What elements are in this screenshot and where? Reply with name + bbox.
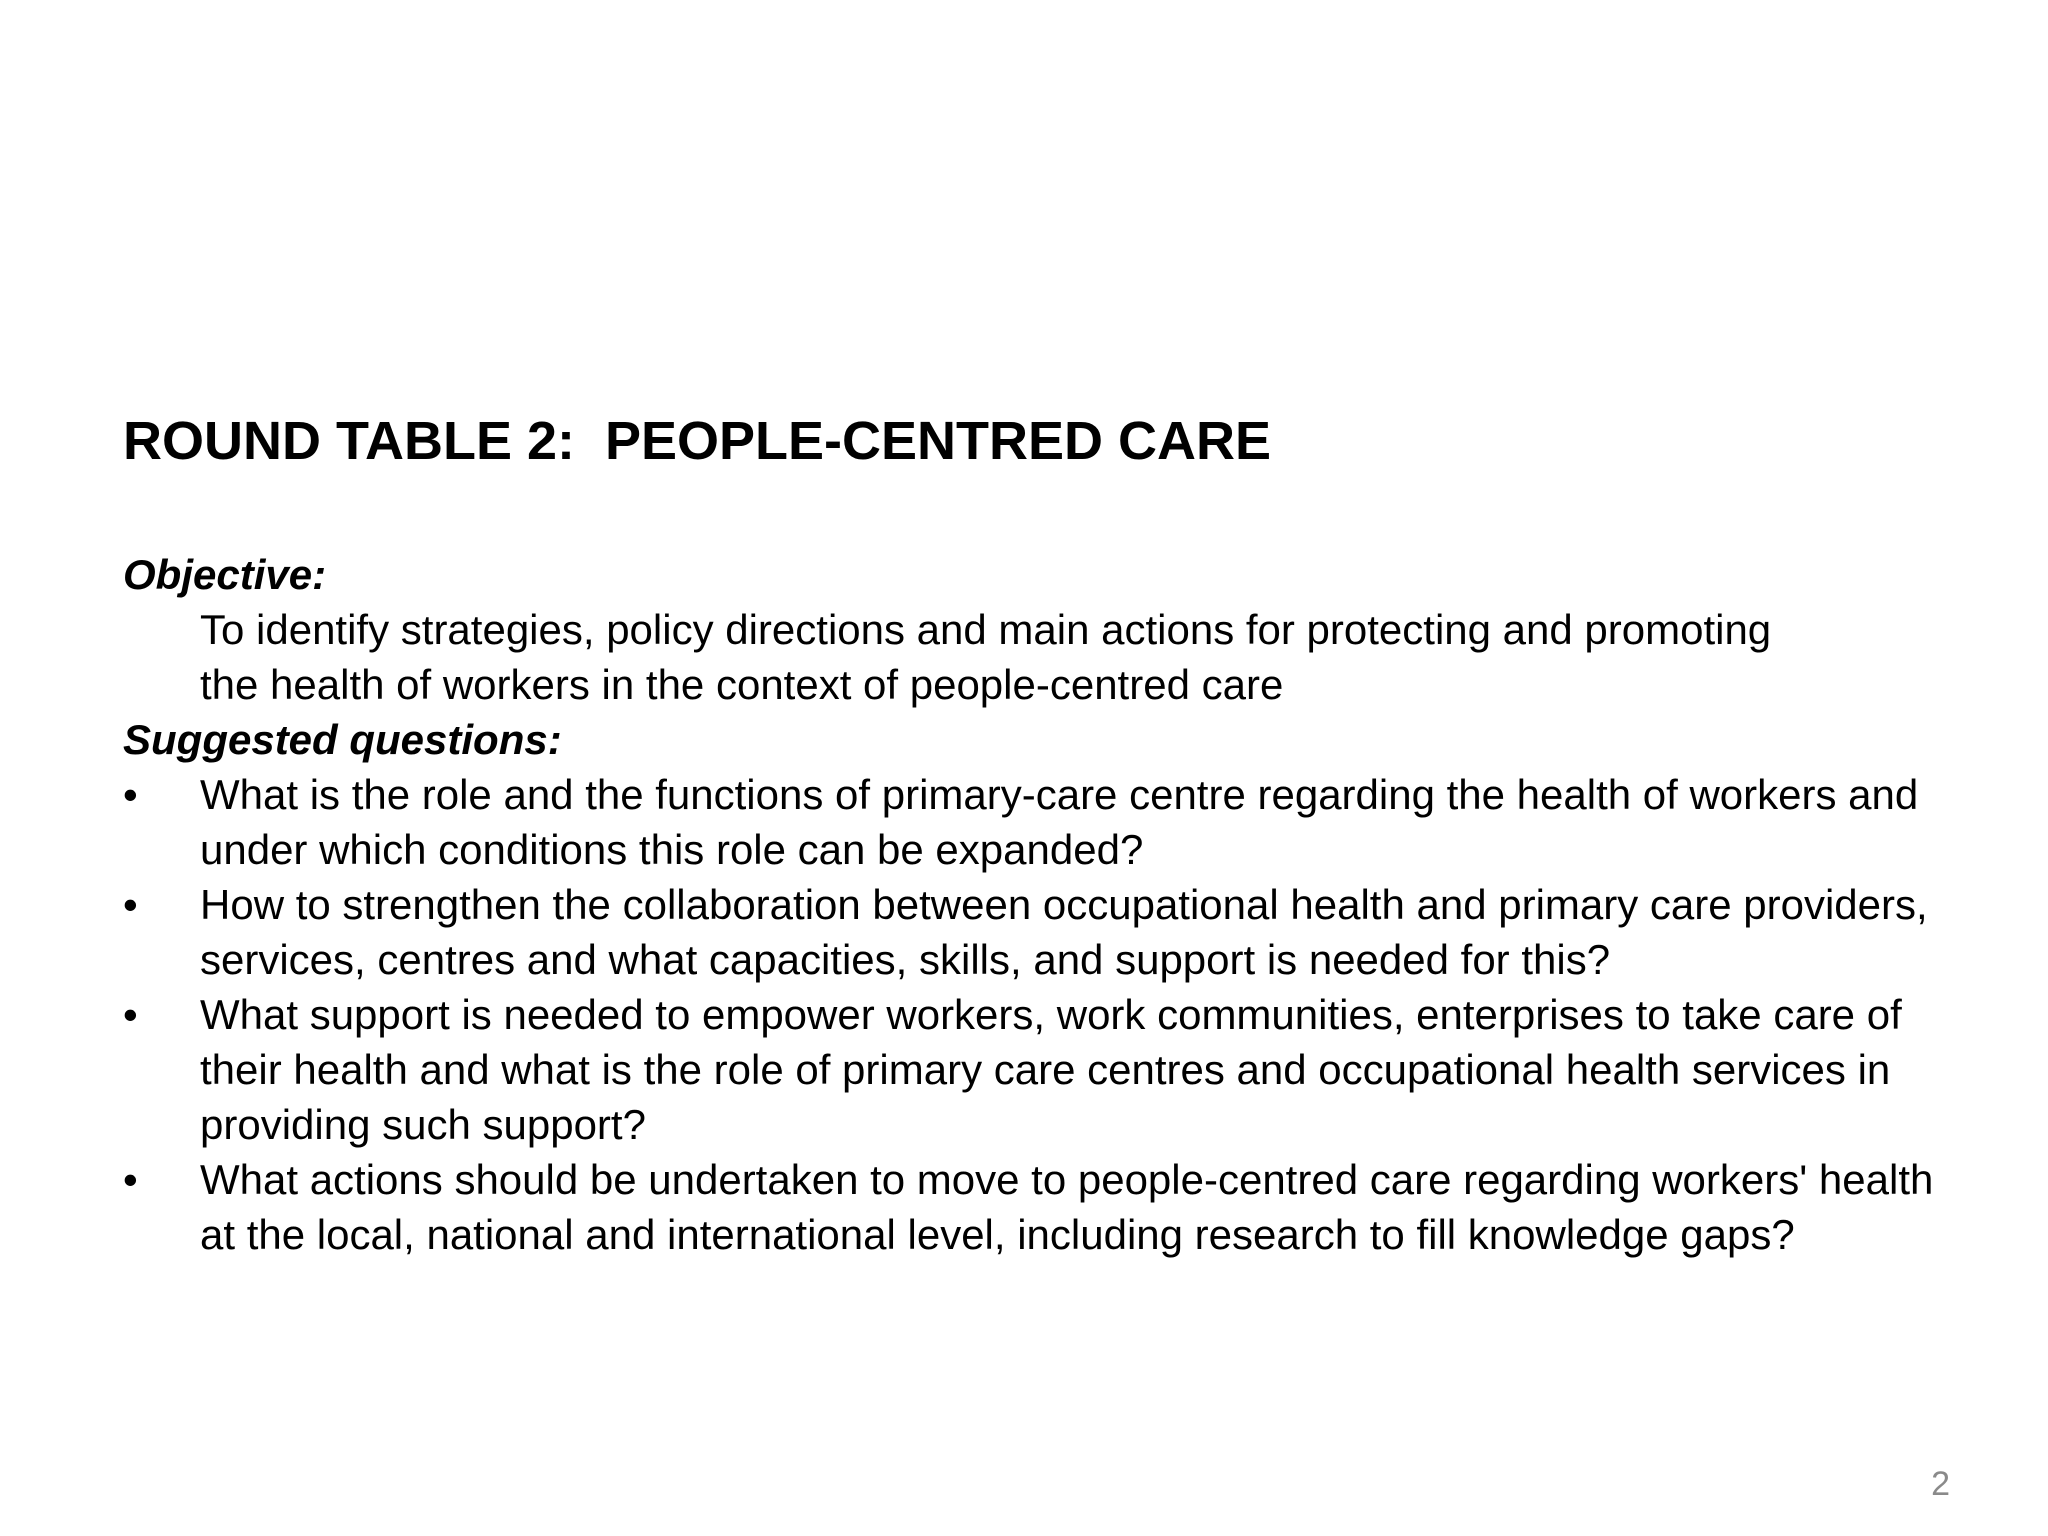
objective-label: Objective: <box>123 551 327 598</box>
questions-list <box>123 767 1934 1262</box>
question-text: How to strengthen the collaboration between occupational health and primary care providers, services, centres and what capacities, skills, and support is needed for this? <box>200 881 1928 983</box>
question-text: What support is needed to empower workers, work communities, enterprises to take care of their health and what is the role of primary care centres and occupational health services in providing such support? <box>200 991 1902 1148</box>
objective-text: To identify strategies, policy directions and main actions for protecting and promoting the health of workers in the context of people-centred care <box>200 606 1772 708</box>
bullet-icon: • <box>123 1156 138 1203</box>
question-item <box>123 767 1960 877</box>
question-item <box>123 987 1960 1152</box>
question-item <box>123 877 2000 987</box>
bullet-icon: • <box>123 881 138 928</box>
page-number: 2 <box>1931 1465 1950 1503</box>
slide-title: ROUND TABLE 2: PEOPLE-CENTRED CARE <box>123 411 1272 471</box>
suggested-questions-label: Suggested questions: <box>123 716 562 763</box>
question-text: What actions should be undertaken to move to people-centred care regarding workers' health at the local, national and international level, including research to fill knowledge gaps? <box>200 1156 1934 1258</box>
bullet-icon: • <box>123 991 138 1038</box>
bullet-icon: • <box>123 771 138 818</box>
question-item <box>123 1152 1960 1262</box>
question-text: What is the role and the functions of primary-care centre regarding the health of workers and under which conditions this role can be expanded? <box>200 771 1919 873</box>
slide-body <box>123 547 1934 1262</box>
